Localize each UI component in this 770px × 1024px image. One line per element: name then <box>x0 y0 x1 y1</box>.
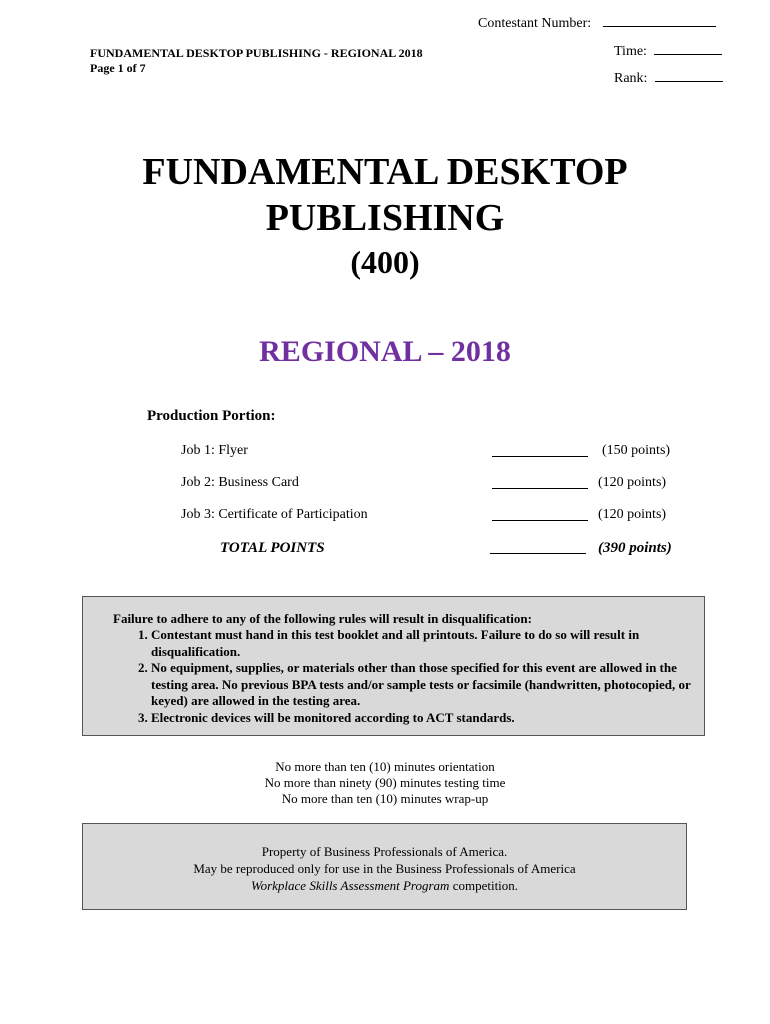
rank-field[interactable] <box>614 71 723 87</box>
property-line-2: May be reproduced only for use in the Business Professionals of America <box>193 861 576 876</box>
job-label: Job 3: Certificate of Participation <box>181 507 368 522</box>
property-line-3-rest: competition. <box>449 878 519 893</box>
rule-item: 1. Contestant must hand in this test booklet and all printouts. Failure to do so will result in disqualification. <box>151 627 691 660</box>
rank-blank[interactable] <box>655 81 723 82</box>
job-points: (120 points) <box>598 475 667 490</box>
timing-orientation: No more than ten (10) minutes orientation <box>275 759 495 774</box>
job-score-blank[interactable] <box>492 444 588 457</box>
title-line-2: PUBLISHING <box>265 197 505 239</box>
time-blank[interactable] <box>654 54 722 55</box>
total-points-label: TOTAL POINTS <box>220 540 325 556</box>
time-label: Time: <box>614 44 647 59</box>
property-line-3 <box>83 877 686 894</box>
event-code: (400) <box>350 244 420 280</box>
job-points: (150 points) <box>602 443 671 458</box>
job-points: (120 points) <box>598 507 667 522</box>
timing-wrapup: No more than ten (10) minutes wrap-up <box>281 791 489 806</box>
job-label: Job 1: Flyer <box>181 443 248 458</box>
time-field[interactable] <box>614 44 722 60</box>
job-score-blank[interactable] <box>492 508 588 521</box>
event-header: FUNDAMENTAL DESKTOP PUBLISHING - REGIONAL 2018 <box>90 46 423 60</box>
rule-item: 3. Electronic devices will be monitored according to ACT standards. <box>151 710 691 727</box>
rule-item: 2. No equipment, supplies, or materials other than those specified for this event are allowed in the testing area. No previous BPA tests and/or sample tests or facsimile (handwritten, photocopied, or keyed) are allowed in the testing area. <box>151 660 691 710</box>
property-line-1: Property of Business Professionals of America. <box>261 844 508 859</box>
job-label: Job 2: Business Card <box>181 475 299 490</box>
timing-testing: No more than ninety (90) minutes testing time <box>264 775 506 790</box>
rank-label: Rank: <box>614 71 648 86</box>
program-name: Workplace Skills Assessment Program <box>250 878 450 893</box>
contestant-number-field[interactable] <box>478 16 716 32</box>
title-line-1: FUNDAMENTAL DESKTOP <box>142 151 628 193</box>
total-score-blank[interactable] <box>490 541 586 554</box>
rules-list <box>121 627 691 726</box>
job-score-blank[interactable] <box>492 476 588 489</box>
rules-box <box>82 596 705 736</box>
total-points-value: (390 points) <box>598 540 672 556</box>
page-number: Page 1 of 7 <box>90 61 146 75</box>
contestant-number-blank[interactable] <box>603 26 716 27</box>
regional-heading: REGIONAL – 2018 <box>259 335 511 368</box>
contestant-number-label: Contestant Number: <box>478 16 592 31</box>
production-heading: Production Portion: <box>147 408 276 424</box>
property-box <box>82 823 687 910</box>
rules-intro: Failure to adhere to any of the following rules will result in disqualification: <box>113 611 532 626</box>
